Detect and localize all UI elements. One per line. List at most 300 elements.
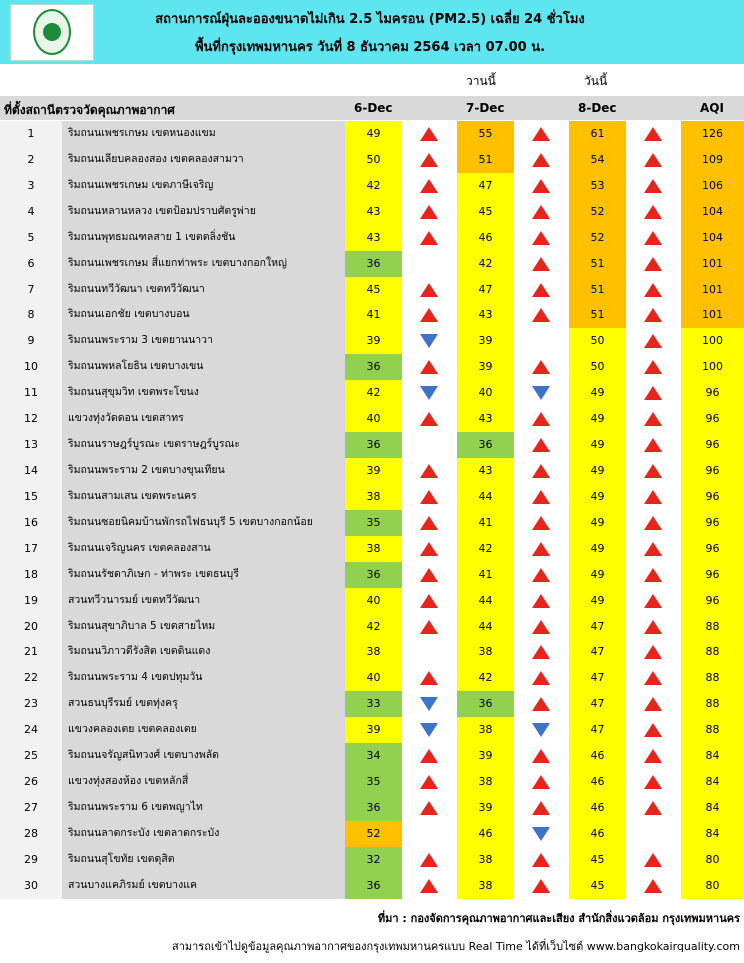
value-day3: 49 xyxy=(569,484,626,510)
value-day1: 45 xyxy=(345,277,402,303)
table-row xyxy=(0,873,744,899)
value-day2: 38 xyxy=(457,769,514,795)
row-number: 6 xyxy=(0,251,62,277)
trend-day3 xyxy=(626,665,681,691)
trend-day2 xyxy=(514,691,569,717)
trend-day2 xyxy=(514,380,569,406)
value-day2: 43 xyxy=(457,458,514,484)
row-number: 21 xyxy=(0,639,62,665)
trend-day1 xyxy=(402,717,457,743)
arrow-up-icon xyxy=(644,438,662,452)
arrow-up-icon xyxy=(644,257,662,271)
trend-day3 xyxy=(626,277,681,303)
value-day1: 39 xyxy=(345,717,402,743)
arrow-up-icon xyxy=(532,594,550,608)
arrow-up-icon xyxy=(644,127,662,141)
value-day2: 46 xyxy=(457,225,514,251)
aqi-value: 88 xyxy=(681,614,744,640)
arrow-up-icon xyxy=(532,879,550,893)
trend-day3 xyxy=(626,873,681,899)
trend-day1 xyxy=(402,639,457,665)
col-day3: 8-Dec xyxy=(578,101,617,115)
trend-day3 xyxy=(626,562,681,588)
realtime-note: สามารถเข้าไปดูข้อมูลคุณภาพอากาศของกรุงเทพมหานครแบบ Real Time ได้ที่เว็บไซต์ www.bangkokairquality.com xyxy=(171,940,740,953)
arrow-up-icon xyxy=(644,853,662,867)
label-today: วันนี้ xyxy=(584,74,608,88)
arrow-up-icon xyxy=(532,231,550,245)
value-day1: 38 xyxy=(345,639,402,665)
trend-day2 xyxy=(514,536,569,562)
station-location: ริมถนนเพชรเกษม เขตภาษีเจริญ xyxy=(62,173,345,199)
station-location: ริมถนนพหลโยธิน เขตบางเขน xyxy=(62,354,345,380)
arrow-up-icon xyxy=(532,568,550,582)
value-day3: 46 xyxy=(569,821,626,847)
trend-day2 xyxy=(514,328,569,354)
value-day2: 47 xyxy=(457,173,514,199)
value-day1: 43 xyxy=(345,199,402,225)
value-day1: 42 xyxy=(345,614,402,640)
row-number: 3 xyxy=(0,173,62,199)
trend-day2 xyxy=(514,588,569,614)
value-day2: 42 xyxy=(457,665,514,691)
arrow-up-icon xyxy=(532,542,550,556)
column-header-row xyxy=(0,96,744,120)
trend-day1 xyxy=(402,536,457,562)
value-day1: 32 xyxy=(345,847,402,873)
station-location: ริมถนนพุทธมณฑลสาย 1 เขตตลิ่งชัน xyxy=(62,225,345,251)
report-header xyxy=(0,0,744,64)
value-day3: 47 xyxy=(569,691,626,717)
aqi-value: 88 xyxy=(681,639,744,665)
trend-day3 xyxy=(626,536,681,562)
row-number: 11 xyxy=(0,380,62,406)
arrow-up-icon xyxy=(644,542,662,556)
col-station: ที่ตั้งสถานีตรวจวัดคุณภาพอากาศ xyxy=(4,103,175,117)
value-day3: 49 xyxy=(569,588,626,614)
arrow-up-icon xyxy=(532,801,550,815)
trend-day1 xyxy=(402,225,457,251)
trend-day3 xyxy=(626,173,681,199)
value-day1: 39 xyxy=(345,458,402,484)
aqi-value: 84 xyxy=(681,743,744,769)
arrow-up-icon xyxy=(532,645,550,659)
arrow-up-icon xyxy=(644,879,662,893)
row-number: 26 xyxy=(0,769,62,795)
arrow-up-icon xyxy=(644,671,662,685)
arrow-up-icon xyxy=(420,775,438,789)
trend-day3 xyxy=(626,614,681,640)
value-day3: 53 xyxy=(569,173,626,199)
station-location: ริมถนนสามเสน เขตพระนคร xyxy=(62,484,345,510)
row-number: 5 xyxy=(0,225,62,251)
station-location: ริมถนนลาดกระบัง เขตลาดกระบัง xyxy=(62,821,345,847)
station-location: ริมถนนเอกชัย เขตบางบอน xyxy=(62,302,345,328)
value-day3: 49 xyxy=(569,536,626,562)
trend-day2 xyxy=(514,639,569,665)
value-day2: 41 xyxy=(457,510,514,536)
table-row xyxy=(0,717,744,743)
table-row xyxy=(0,432,744,458)
table-row xyxy=(0,277,744,303)
arrow-up-icon xyxy=(532,697,550,711)
report-title: สถานการณ์ฝุ่นละอองขนาดไม่เกิน 2.5 ไมครอน (PM2.5) เฉลี่ย 24 ชั่วโมง xyxy=(155,12,585,27)
arrow-up-icon xyxy=(644,153,662,167)
station-location: ริมถนนวิภาวดีรังสิต เขตดินแดง xyxy=(62,639,345,665)
table-row xyxy=(0,795,744,821)
station-location: ริมถนนพระราม 2 เขตบางขุนเทียน xyxy=(62,458,345,484)
arrow-up-icon xyxy=(420,801,438,815)
aqi-value: 96 xyxy=(681,562,744,588)
aqi-value: 109 xyxy=(681,147,744,173)
trend-day1 xyxy=(402,795,457,821)
trend-day1 xyxy=(402,121,457,147)
value-day3: 45 xyxy=(569,847,626,873)
trend-day3 xyxy=(626,432,681,458)
arrow-up-icon xyxy=(644,205,662,219)
arrow-up-icon xyxy=(420,542,438,556)
value-day2: 39 xyxy=(457,743,514,769)
arrow-down-icon xyxy=(532,827,550,841)
aqi-value: 96 xyxy=(681,380,744,406)
arrow-up-icon xyxy=(644,775,662,789)
col-day1: 6-Dec xyxy=(354,101,393,115)
value-day3: 47 xyxy=(569,614,626,640)
trend-day1 xyxy=(402,743,457,769)
trend-day2 xyxy=(514,173,569,199)
table-row xyxy=(0,484,744,510)
aqi-value: 101 xyxy=(681,302,744,328)
arrow-up-icon xyxy=(420,153,438,167)
value-day3: 46 xyxy=(569,769,626,795)
aqi-value: 96 xyxy=(681,432,744,458)
trend-day1 xyxy=(402,432,457,458)
table-row xyxy=(0,354,744,380)
value-day1: 49 xyxy=(345,121,402,147)
row-number: 29 xyxy=(0,847,62,873)
value-day3: 47 xyxy=(569,717,626,743)
value-day1: 40 xyxy=(345,665,402,691)
table-row xyxy=(0,743,744,769)
aqi-value: 80 xyxy=(681,847,744,873)
table-row xyxy=(0,769,744,795)
trend-day3 xyxy=(626,458,681,484)
station-location: สวนธนบุรีรมย์ เขตทุ่งครุ xyxy=(62,691,345,717)
trend-day2 xyxy=(514,821,569,847)
value-day2: 46 xyxy=(457,821,514,847)
arrow-up-icon xyxy=(532,620,550,634)
value-day3: 49 xyxy=(569,510,626,536)
trend-day2 xyxy=(514,121,569,147)
trend-day2 xyxy=(514,458,569,484)
table-row xyxy=(0,251,744,277)
aqi-value: 96 xyxy=(681,588,744,614)
value-day1: 38 xyxy=(345,484,402,510)
value-day3: 52 xyxy=(569,199,626,225)
arrow-up-icon xyxy=(532,749,550,763)
row-number: 9 xyxy=(0,328,62,354)
row-number: 23 xyxy=(0,691,62,717)
station-location: ริมถนนราษฎร์บูรณะ เขตราษฎร์บูรณะ xyxy=(62,432,345,458)
table-row xyxy=(0,562,744,588)
trend-day3 xyxy=(626,251,681,277)
station-location: แขวงทุ่งวัดดอน เขตสาทร xyxy=(62,406,345,432)
station-location: ริมถนนหลานหลวง เขตป้อมปราบศัตรูพ่าย xyxy=(62,199,345,225)
arrow-up-icon xyxy=(420,620,438,634)
arrow-up-icon xyxy=(644,620,662,634)
arrow-up-icon xyxy=(532,257,550,271)
label-yesterday: วานนี้ xyxy=(466,74,496,88)
trend-day2 xyxy=(514,251,569,277)
trend-day1 xyxy=(402,251,457,277)
value-day3: 52 xyxy=(569,225,626,251)
row-number: 17 xyxy=(0,536,62,562)
row-number: 12 xyxy=(0,406,62,432)
table-row xyxy=(0,302,744,328)
row-number: 24 xyxy=(0,717,62,743)
value-day1: 36 xyxy=(345,795,402,821)
arrow-up-icon xyxy=(644,308,662,322)
aqi-value: 96 xyxy=(681,458,744,484)
row-number: 20 xyxy=(0,614,62,640)
arrow-up-icon xyxy=(644,283,662,297)
value-day2: 39 xyxy=(457,795,514,821)
trend-day3 xyxy=(626,769,681,795)
row-number: 13 xyxy=(0,432,62,458)
value-day2: 39 xyxy=(457,354,514,380)
station-location: ริมถนนเลียบคลองสอง เขตคลองสามวา xyxy=(62,147,345,173)
trend-day1 xyxy=(402,406,457,432)
arrow-up-icon xyxy=(420,308,438,322)
station-location: สวนบางแคภิรมย์ เขตบางแค xyxy=(62,873,345,899)
station-location: ริมถนนสุขาภิบาล 5 เขตสายไหม xyxy=(62,614,345,640)
trend-day1 xyxy=(402,147,457,173)
arrow-up-icon xyxy=(532,283,550,297)
arrow-up-icon xyxy=(420,205,438,219)
col-aqi: AQI xyxy=(700,101,724,115)
trend-day3 xyxy=(626,406,681,432)
aqi-value: 104 xyxy=(681,199,744,225)
value-day1: 35 xyxy=(345,510,402,536)
arrow-up-icon xyxy=(420,231,438,245)
trend-day2 xyxy=(514,432,569,458)
trend-day1 xyxy=(402,302,457,328)
row-number: 2 xyxy=(0,147,62,173)
arrow-down-icon xyxy=(532,723,550,737)
table-row xyxy=(0,458,744,484)
value-day1: 42 xyxy=(345,380,402,406)
value-day1: 36 xyxy=(345,562,402,588)
value-day3: 49 xyxy=(569,380,626,406)
row-number: 25 xyxy=(0,743,62,769)
station-location: ริมถนนเพชรเกษม สี่แยกท่าพระ เขตบางกอกใหญ่ xyxy=(62,251,345,277)
value-day3: 49 xyxy=(569,406,626,432)
source-note: ที่มา : กองจัดการคุณภาพอากาศและเสียง สำนักสิ่งแวดล้อม กรุงเทพมหานคร xyxy=(377,912,740,925)
table-row xyxy=(0,328,744,354)
row-number: 27 xyxy=(0,795,62,821)
aqi-value: 100 xyxy=(681,354,744,380)
row-number: 8 xyxy=(0,302,62,328)
arrow-up-icon xyxy=(644,412,662,426)
station-location: ริมถนนสุโขทัย เขตดุสิต xyxy=(62,847,345,873)
arrow-up-icon xyxy=(644,516,662,530)
arrow-up-icon xyxy=(644,723,662,737)
value-day2: 42 xyxy=(457,251,514,277)
value-day2: 47 xyxy=(457,277,514,303)
value-day1: 36 xyxy=(345,432,402,458)
station-location: แขวงทุ่งสองห้อง เขตหลักสี่ xyxy=(62,769,345,795)
arrow-up-icon xyxy=(644,179,662,193)
aqi-value: 84 xyxy=(681,795,744,821)
value-day2: 44 xyxy=(457,614,514,640)
trend-day3 xyxy=(626,821,681,847)
arrow-up-icon xyxy=(644,334,662,348)
trend-day3 xyxy=(626,328,681,354)
value-day2: 45 xyxy=(457,199,514,225)
trend-day2 xyxy=(514,484,569,510)
row-number: 15 xyxy=(0,484,62,510)
trend-day3 xyxy=(626,380,681,406)
station-location: ริมถนนพระราม 6 เขตพญาไท xyxy=(62,795,345,821)
arrow-up-icon xyxy=(420,464,438,478)
value-day1: 52 xyxy=(345,821,402,847)
trend-day3 xyxy=(626,717,681,743)
trend-day1 xyxy=(402,510,457,536)
trend-day2 xyxy=(514,665,569,691)
arrow-down-icon xyxy=(420,386,438,400)
trend-day2 xyxy=(514,562,569,588)
row-number: 14 xyxy=(0,458,62,484)
value-day3: 49 xyxy=(569,562,626,588)
col-day2: 7-Dec xyxy=(466,101,505,115)
row-number: 19 xyxy=(0,588,62,614)
table-row xyxy=(0,847,744,873)
value-day3: 50 xyxy=(569,354,626,380)
arrow-up-icon xyxy=(420,283,438,297)
trend-day2 xyxy=(514,743,569,769)
row-number: 22 xyxy=(0,665,62,691)
value-day3: 46 xyxy=(569,795,626,821)
trend-day3 xyxy=(626,225,681,251)
arrow-up-icon xyxy=(532,412,550,426)
table-row xyxy=(0,173,744,199)
trend-day2 xyxy=(514,873,569,899)
arrow-up-icon xyxy=(420,179,438,193)
value-day1: 40 xyxy=(345,588,402,614)
trend-day3 xyxy=(626,510,681,536)
arrow-up-icon xyxy=(644,697,662,711)
table-row xyxy=(0,121,744,147)
value-day3: 49 xyxy=(569,432,626,458)
arrow-up-icon xyxy=(532,775,550,789)
arrow-up-icon xyxy=(532,438,550,452)
trend-day1 xyxy=(402,484,457,510)
aqi-value: 96 xyxy=(681,536,744,562)
value-day2: 55 xyxy=(457,121,514,147)
arrow-up-icon xyxy=(644,386,662,400)
arrow-up-icon xyxy=(532,853,550,867)
value-day1: 33 xyxy=(345,691,402,717)
row-number: 1 xyxy=(0,121,62,147)
value-day3: 51 xyxy=(569,302,626,328)
value-day2: 38 xyxy=(457,873,514,899)
trend-day3 xyxy=(626,147,681,173)
value-day3: 54 xyxy=(569,147,626,173)
trend-day2 xyxy=(514,795,569,821)
table-row xyxy=(0,199,744,225)
table-row xyxy=(0,614,744,640)
trend-day1 xyxy=(402,588,457,614)
table-row xyxy=(0,536,744,562)
arrow-up-icon xyxy=(532,153,550,167)
row-number: 7 xyxy=(0,277,62,303)
arrow-up-icon xyxy=(532,308,550,322)
arrow-up-icon xyxy=(532,360,550,374)
value-day1: 36 xyxy=(345,873,402,899)
trend-day2 xyxy=(514,717,569,743)
value-day1: 43 xyxy=(345,225,402,251)
value-day2: 38 xyxy=(457,639,514,665)
trend-day2 xyxy=(514,354,569,380)
value-day1: 38 xyxy=(345,536,402,562)
aqi-value: 101 xyxy=(681,251,744,277)
station-location: ริมถนนพระราม 3 เขตยานนาวา xyxy=(62,328,345,354)
trend-day1 xyxy=(402,380,457,406)
value-day2: 51 xyxy=(457,147,514,173)
trend-day1 xyxy=(402,873,457,899)
value-day2: 44 xyxy=(457,484,514,510)
trend-day1 xyxy=(402,769,457,795)
arrow-up-icon xyxy=(532,127,550,141)
trend-day2 xyxy=(514,510,569,536)
trend-day1 xyxy=(402,665,457,691)
value-day3: 46 xyxy=(569,743,626,769)
aqi-value: 96 xyxy=(681,484,744,510)
trend-day1 xyxy=(402,458,457,484)
aqi-value: 88 xyxy=(681,691,744,717)
trend-day3 xyxy=(626,199,681,225)
trend-day2 xyxy=(514,614,569,640)
trend-day3 xyxy=(626,639,681,665)
report-subtitle: พื้นที่กรุงเทพมหานคร วันที่ 8 ธันวาคม 2564 เวลา 07.00 น. xyxy=(194,40,546,55)
arrow-up-icon xyxy=(420,879,438,893)
value-day1: 36 xyxy=(345,251,402,277)
row-number: 18 xyxy=(0,562,62,588)
arrow-up-icon xyxy=(420,568,438,582)
trend-day2 xyxy=(514,847,569,873)
aqi-value: 100 xyxy=(681,328,744,354)
value-day3: 45 xyxy=(569,873,626,899)
station-location: ริมถนนสุขุมวิท เขตพระโขนง xyxy=(62,380,345,406)
arrow-down-icon xyxy=(420,334,438,348)
arrow-up-icon xyxy=(420,490,438,504)
station-location: สวนทวีวนารมย์ เขตทวีวัฒนา xyxy=(62,588,345,614)
trend-day1 xyxy=(402,847,457,873)
bma-logo xyxy=(10,4,94,61)
arrow-up-icon xyxy=(644,464,662,478)
arrow-up-icon xyxy=(532,516,550,530)
value-day1: 34 xyxy=(345,743,402,769)
arrow-up-icon xyxy=(532,490,550,504)
trend-day3 xyxy=(626,743,681,769)
table-row xyxy=(0,691,744,717)
trend-day1 xyxy=(402,614,457,640)
arrow-up-icon xyxy=(420,594,438,608)
value-day3: 51 xyxy=(569,251,626,277)
value-day2: 38 xyxy=(457,847,514,873)
trend-day2 xyxy=(514,277,569,303)
arrow-down-icon xyxy=(420,697,438,711)
aqi-value: 88 xyxy=(681,665,744,691)
